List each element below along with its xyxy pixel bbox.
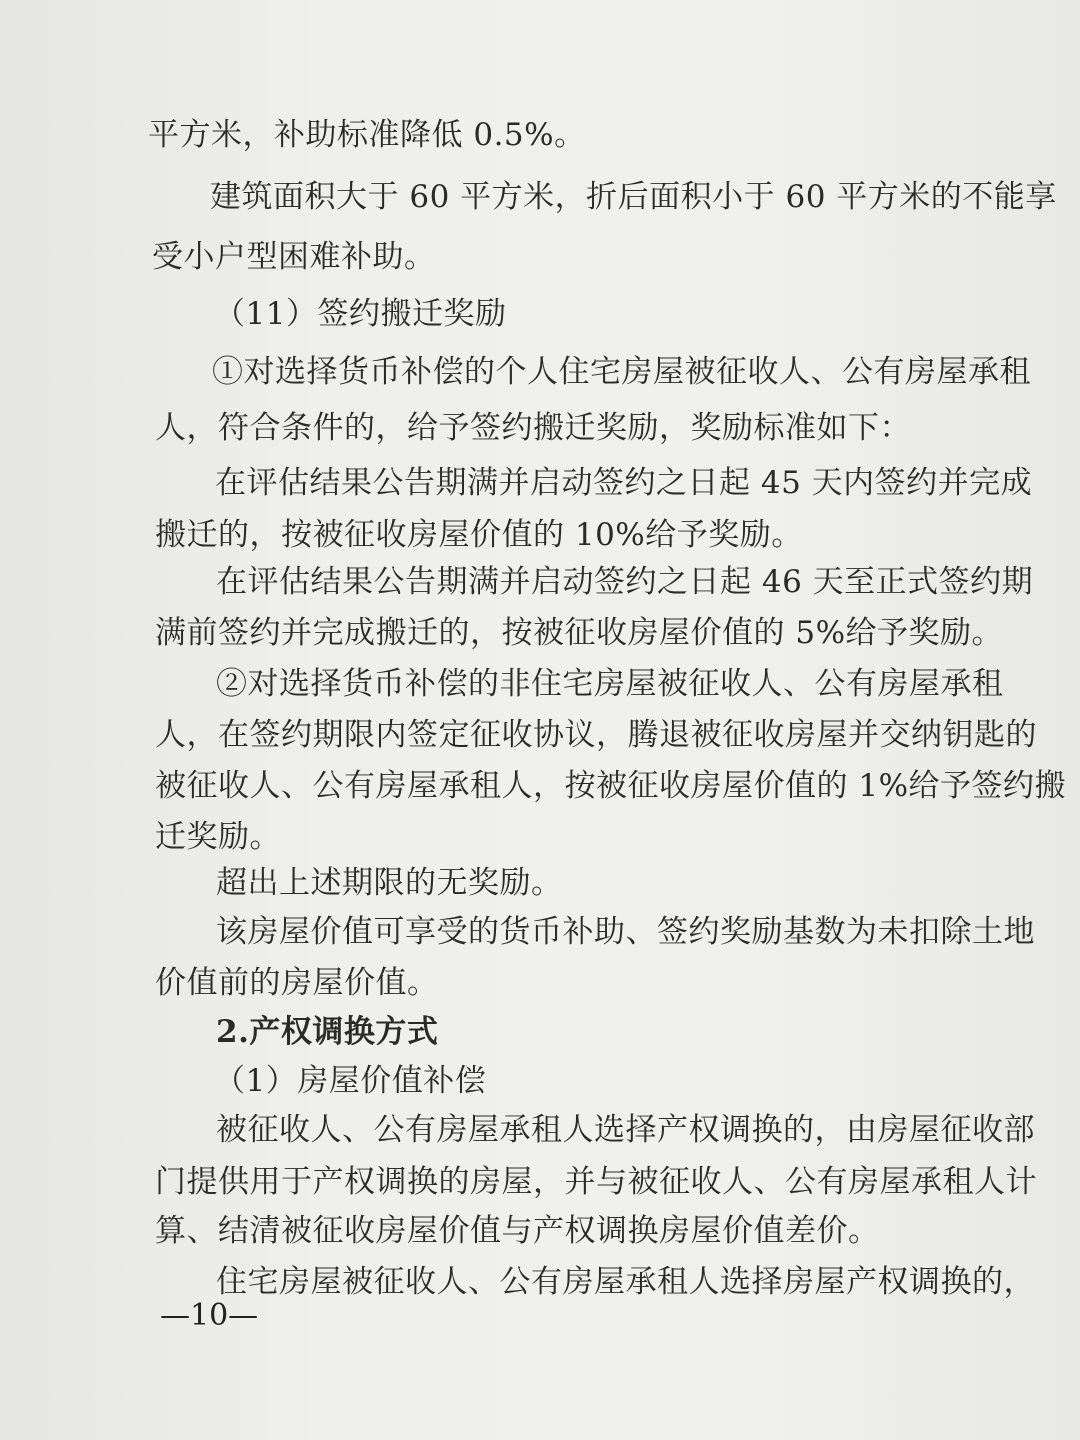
text-line: 人，符合条件的，给予签约搬迁奖励，奖励标准如下： [155,410,911,446]
text-line: 建筑面积大于 60 平方米，折后面积小于 60 平方米的不能享 [210,179,1057,215]
text-line: 该房屋价值可享受的货币补助、签约奖励基数为未扣除土地 [216,914,1035,950]
text-line: ①对选择货币补偿的个人住宅房屋被征收人、公有房屋承租 [212,354,1031,390]
text-line: 平方米，补助标准降低 0.5%。 [148,117,586,153]
subsection-heading: （1）房屋价值补偿 [214,1063,487,1099]
text-line: 算、结清被征收房屋价值与产权调换房屋价值差价。 [155,1213,880,1249]
text-line: 超出上述期限的无奖励。 [216,865,563,901]
text-line: 被征收人、公有房屋承租人，按被征收房屋价值的 1%给予签约搬 [155,768,1067,804]
text-line: 受小户型困难补助。 [152,239,436,275]
text-line: ②对选择货币补偿的非住宅房屋被征收人、公有房屋承租 [216,666,1004,702]
text-line: 被征收人、公有房屋承租人选择产权调换的，由房屋征收部 [216,1112,1035,1148]
text-line: 迁奖励。 [155,819,281,855]
section-heading: 2.产权调换方式 [216,1014,439,1050]
text-line: 门提供用于产权调换的房屋，并与被征收人、公有房屋承租人计 [155,1164,1037,1200]
text-line: 在评估结果公告期满并启动签约之日起 45 天内签约并完成 [215,465,1033,501]
page-number: —10— [160,1298,259,1333]
text-line: 搬迁的，按被征收房屋价值的 10%给予奖励。 [155,517,803,553]
text-line: 在评估结果公告期满并启动签约之日起 46 天至正式签约期 [216,564,1034,600]
text-line: 满前签约并完成搬迁的，按被征收房屋价值的 5%给予奖励。 [155,615,1004,651]
text-line: 人，在签约期限内签定征收协议，腾退被征收房屋并交纳钥匙的 [155,717,1037,753]
section-heading: （11）签约搬迁奖励 [214,296,507,332]
text-line: 住宅房屋被征收人、公有房屋承租人选择房屋产权调换的， [216,1264,1035,1300]
text-line: 价值前的房屋价值。 [155,965,439,1001]
